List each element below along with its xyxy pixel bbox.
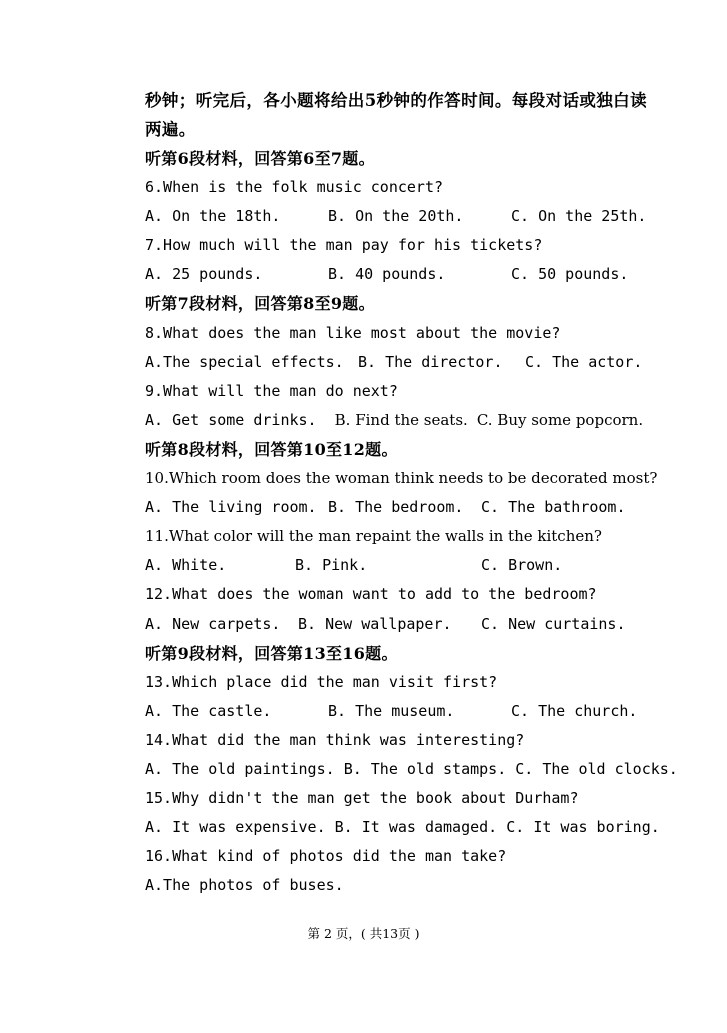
options-12: [145, 610, 655, 639]
question-8: 8.What does the man like most about the movie?: [145, 323, 561, 342]
options-8: [145, 348, 655, 377]
section-heading-7: 听第7段材料，回答第8至9题。: [145, 294, 375, 314]
question-10-text: 10.Which room does the woman think needs to be decorated most?: [145, 469, 658, 488]
question-16: 16.What kind of photos did the man take?: [145, 847, 507, 866]
option-16a: A.The photos of buses.: [145, 876, 344, 895]
question-11: [145, 522, 655, 551]
question-9: 9.What will the man do next?: [145, 381, 398, 400]
page-content: [145, 86, 678, 900]
option-15b: B. It was damaged.: [334, 818, 498, 837]
question-14: 14.What did the man think was interesting?: [145, 730, 525, 749]
option-12c: C. New curtains.: [481, 614, 626, 633]
options-15: [145, 813, 660, 842]
options-13: [145, 697, 655, 726]
option-12a: A. New carpets.: [145, 614, 281, 633]
question-6: 6.When is the folk music concert?: [145, 178, 444, 197]
option-6a: A. On the 18th.: [145, 207, 281, 226]
option-13a: A. The castle.: [145, 701, 272, 720]
question-11-text: 11.What color will the man repaint the walls in the kitchen?: [145, 527, 602, 546]
question-10: [145, 464, 658, 493]
option-8a: A.The special effects.: [145, 352, 344, 371]
page-footer: 第 2 页，( 共13页 ): [307, 926, 420, 941]
option-8b: B. The director.: [358, 352, 503, 371]
option-6b: B. On the 20th.: [328, 207, 464, 226]
option-9b: B. Find the seats.: [334, 410, 468, 429]
option-15c: C. It was boring.: [506, 818, 660, 837]
options-10: [145, 493, 655, 522]
question-7: 7.How much will the man pay for his tickets?: [145, 236, 543, 255]
options-11: [145, 551, 655, 580]
question-13: 13.Which place did the man visit first?: [145, 672, 498, 691]
option-11c: C. Brown.: [481, 556, 563, 575]
option-15a: A. It was expensive.: [145, 818, 326, 837]
option-10a: A. The living room.: [145, 498, 317, 517]
option-9c: C. Buy some popcorn.: [476, 410, 644, 429]
option-6c: C. On the 25th.: [511, 207, 647, 226]
option-11b: B. Pink.: [295, 556, 368, 575]
option-14b: B. The old stamps.: [343, 759, 507, 778]
intro-instructions: 秒钟；听完后，各小题将给出5秒钟的作答时间。每段对话或独白读两遍。: [145, 91, 647, 139]
option-13c: C. The church.: [511, 701, 638, 720]
option-8c: C. The actor.: [525, 352, 643, 371]
option-10b: B. The bedroom.: [328, 498, 464, 517]
option-9a: A. Get some drinks.: [145, 410, 317, 429]
options-9: [145, 406, 655, 435]
options-7: [145, 260, 655, 289]
option-14c: C. The old clocks.: [515, 759, 678, 778]
option-7b: B. 40 pounds.: [328, 265, 446, 284]
option-14a: A. The old paintings.: [145, 759, 335, 778]
option-13b: B. The museum.: [328, 701, 455, 720]
option-7c: C. 50 pounds.: [511, 265, 629, 284]
section-heading-9: 听第9段材料，回答第13至16题。: [145, 643, 398, 663]
options-6: [145, 202, 655, 231]
section-heading-8: 听第8段材料，回答第10至12题。: [145, 439, 398, 459]
section-heading-6: 听第6段材料，回答第6至7题。: [145, 149, 375, 168]
option-7a: A. 25 pounds.: [145, 265, 263, 284]
option-10c: C. The bathroom.: [481, 498, 626, 517]
question-12: 12.What does the woman want to add to the bedroom?: [145, 585, 597, 604]
option-11a: A. White.: [145, 556, 227, 575]
option-12b: B. New wallpaper.: [298, 614, 452, 633]
options-14: [145, 755, 678, 784]
options-16: [145, 871, 655, 900]
question-15: 15.Why didn't the man get the book about Durham?: [145, 789, 579, 808]
